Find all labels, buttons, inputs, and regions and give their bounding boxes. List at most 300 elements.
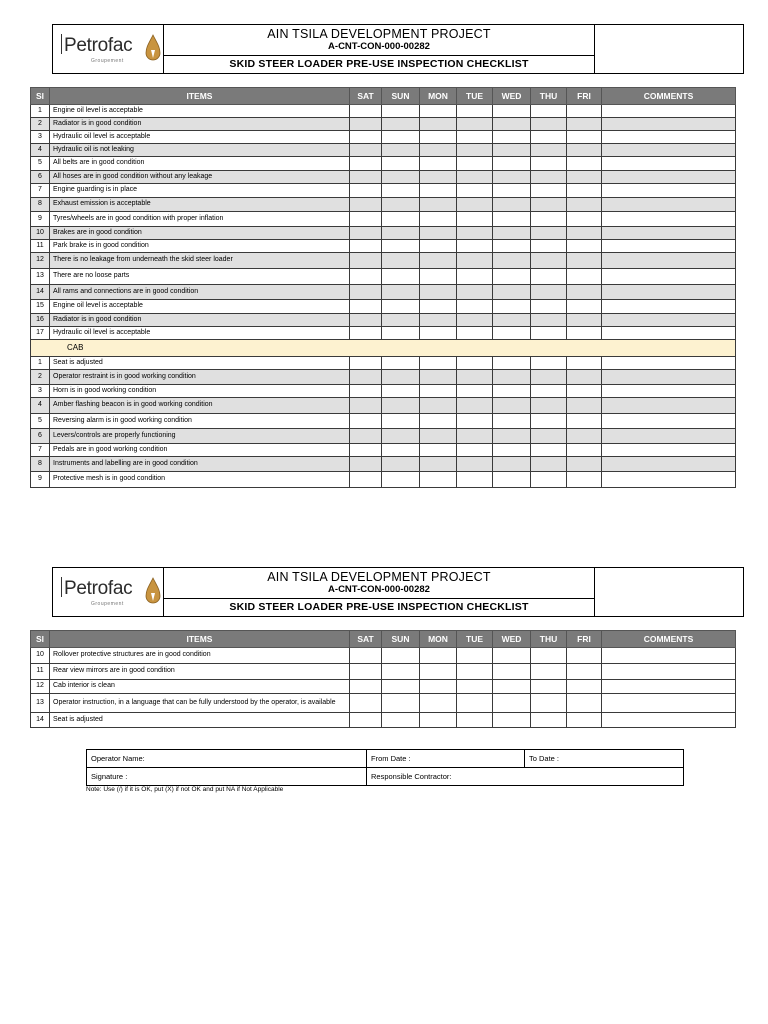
day-check-cell[interactable] bbox=[382, 253, 420, 269]
row-item: There is no leakage from underneath the skid steer loader bbox=[50, 253, 350, 269]
day-check-cell[interactable] bbox=[531, 240, 567, 253]
day-check-cell[interactable] bbox=[457, 370, 493, 385]
project-title: AIN TSILA DEVELOPMENT PROJECT bbox=[267, 570, 491, 584]
page1-header bbox=[52, 24, 744, 74]
day-check-cell[interactable] bbox=[493, 357, 531, 370]
day-check-cell[interactable] bbox=[493, 253, 531, 269]
row-number: 7 bbox=[31, 184, 50, 198]
day-check-cell[interactable] bbox=[457, 240, 493, 253]
day-check-cell[interactable] bbox=[493, 680, 531, 694]
operator-details-table bbox=[86, 749, 684, 786]
day-check-cell[interactable] bbox=[382, 184, 420, 198]
day-check-cell[interactable] bbox=[567, 157, 602, 171]
day-check-cell[interactable] bbox=[493, 314, 531, 327]
day-check-cell[interactable] bbox=[567, 105, 602, 118]
column-header: SUN bbox=[382, 88, 420, 105]
day-check-cell[interactable] bbox=[350, 253, 382, 269]
table-row bbox=[31, 314, 736, 327]
brand-name: Petrofac bbox=[64, 35, 133, 56]
day-check-cell[interactable] bbox=[420, 429, 457, 444]
day-check-cell[interactable] bbox=[350, 472, 382, 488]
comments-cell[interactable] bbox=[602, 357, 736, 370]
day-check-cell[interactable] bbox=[350, 171, 382, 184]
comments-cell[interactable] bbox=[602, 157, 736, 171]
day-check-cell[interactable] bbox=[493, 198, 531, 212]
day-check-cell[interactable] bbox=[382, 240, 420, 253]
day-check-cell[interactable] bbox=[420, 131, 457, 144]
day-check-cell[interactable] bbox=[350, 118, 382, 131]
day-check-cell[interactable] bbox=[420, 253, 457, 269]
header-blank-cell bbox=[595, 25, 743, 73]
day-check-cell[interactable] bbox=[457, 444, 493, 457]
usage-note: Note: Use (/) if it is OK, put (X) if not OK and put NA if Not Applicable bbox=[86, 786, 284, 793]
column-header: MON bbox=[420, 88, 457, 105]
day-check-cell[interactable] bbox=[457, 105, 493, 118]
comments-cell[interactable] bbox=[602, 118, 736, 131]
day-check-cell[interactable] bbox=[350, 370, 382, 385]
day-check-cell[interactable] bbox=[350, 300, 382, 314]
row-number: 3 bbox=[31, 131, 50, 144]
day-check-cell[interactable] bbox=[420, 227, 457, 240]
column-header: COMMENTS bbox=[602, 88, 736, 105]
comments-cell[interactable] bbox=[602, 227, 736, 240]
day-check-cell[interactable] bbox=[420, 314, 457, 327]
column-header: SUN bbox=[382, 631, 420, 648]
table-row bbox=[31, 680, 736, 694]
day-check-cell[interactable] bbox=[420, 327, 457, 340]
row-number: 6 bbox=[31, 429, 50, 444]
day-check-cell[interactable] bbox=[382, 444, 420, 457]
comments-cell[interactable] bbox=[602, 414, 736, 429]
day-check-cell[interactable] bbox=[457, 269, 493, 285]
day-check-cell[interactable] bbox=[457, 171, 493, 184]
day-check-cell[interactable] bbox=[531, 171, 567, 184]
day-check-cell[interactable] bbox=[382, 648, 420, 664]
day-check-cell[interactable] bbox=[567, 269, 602, 285]
day-check-cell[interactable] bbox=[567, 131, 602, 144]
day-check-cell[interactable] bbox=[382, 131, 420, 144]
day-check-cell[interactable] bbox=[382, 285, 420, 300]
day-check-cell[interactable] bbox=[382, 171, 420, 184]
day-check-cell[interactable] bbox=[493, 118, 531, 131]
day-check-cell[interactable] bbox=[382, 144, 420, 157]
day-check-cell[interactable] bbox=[382, 370, 420, 385]
day-check-cell[interactable] bbox=[531, 285, 567, 300]
day-check-cell[interactable] bbox=[531, 444, 567, 457]
row-item: Radiator is in good condition bbox=[50, 314, 350, 327]
day-check-cell[interactable] bbox=[457, 198, 493, 212]
comments-cell[interactable] bbox=[602, 184, 736, 198]
day-check-cell[interactable] bbox=[350, 131, 382, 144]
day-check-cell[interactable] bbox=[350, 227, 382, 240]
day-check-cell[interactable] bbox=[457, 664, 493, 680]
day-check-cell[interactable] bbox=[420, 385, 457, 398]
day-check-cell[interactable] bbox=[567, 327, 602, 340]
day-check-cell[interactable] bbox=[531, 198, 567, 212]
day-check-cell[interactable] bbox=[382, 314, 420, 327]
day-check-cell[interactable] bbox=[567, 300, 602, 314]
header-blank-cell bbox=[595, 568, 743, 616]
responsible-contractor-field[interactable]: Responsible Contractor: bbox=[367, 768, 684, 786]
day-check-cell[interactable] bbox=[531, 648, 567, 664]
day-check-cell[interactable] bbox=[350, 664, 382, 680]
day-check-cell[interactable] bbox=[531, 300, 567, 314]
day-check-cell[interactable] bbox=[493, 157, 531, 171]
day-check-cell[interactable] bbox=[531, 157, 567, 171]
day-check-cell[interactable] bbox=[420, 285, 457, 300]
day-check-cell[interactable] bbox=[420, 157, 457, 171]
day-check-cell[interactable] bbox=[493, 457, 531, 472]
day-check-cell[interactable] bbox=[493, 429, 531, 444]
day-check-cell[interactable] bbox=[350, 680, 382, 694]
day-check-cell[interactable] bbox=[493, 269, 531, 285]
day-check-cell[interactable] bbox=[567, 648, 602, 664]
day-check-cell[interactable] bbox=[457, 457, 493, 472]
day-check-cell[interactable] bbox=[457, 357, 493, 370]
day-check-cell[interactable] bbox=[457, 327, 493, 340]
table-row bbox=[31, 414, 736, 429]
day-check-cell[interactable] bbox=[457, 227, 493, 240]
day-check-cell[interactable] bbox=[493, 105, 531, 118]
day-check-cell[interactable] bbox=[531, 227, 567, 240]
comments-cell[interactable] bbox=[602, 171, 736, 184]
day-check-cell[interactable] bbox=[420, 370, 457, 385]
day-check-cell[interactable] bbox=[531, 414, 567, 429]
row-number: 3 bbox=[31, 385, 50, 398]
day-check-cell[interactable] bbox=[567, 253, 602, 269]
day-check-cell[interactable] bbox=[420, 648, 457, 664]
day-check-cell[interactable] bbox=[382, 212, 420, 227]
day-check-cell[interactable] bbox=[493, 240, 531, 253]
comments-cell[interactable] bbox=[602, 105, 736, 118]
row-item: Exhaust emission is acceptable bbox=[50, 198, 350, 212]
day-check-cell[interactable] bbox=[420, 144, 457, 157]
day-check-cell[interactable] bbox=[420, 664, 457, 680]
day-check-cell[interactable] bbox=[493, 227, 531, 240]
comments-cell[interactable] bbox=[602, 664, 736, 680]
day-check-cell[interactable] bbox=[350, 105, 382, 118]
day-check-cell[interactable] bbox=[567, 184, 602, 198]
day-check-cell[interactable] bbox=[420, 414, 457, 429]
day-check-cell[interactable] bbox=[457, 680, 493, 694]
day-check-cell[interactable] bbox=[567, 398, 602, 414]
day-check-cell[interactable] bbox=[382, 414, 420, 429]
comments-cell[interactable] bbox=[602, 472, 736, 488]
day-check-cell[interactable] bbox=[420, 240, 457, 253]
day-check-cell[interactable] bbox=[531, 713, 567, 728]
column-header: THU bbox=[531, 88, 567, 105]
comments-cell[interactable] bbox=[602, 370, 736, 385]
comments-cell[interactable] bbox=[602, 240, 736, 253]
row-number: 9 bbox=[31, 472, 50, 488]
from-date-field[interactable]: From Date : bbox=[367, 750, 525, 768]
day-check-cell[interactable] bbox=[382, 664, 420, 680]
day-check-cell[interactable] bbox=[350, 648, 382, 664]
day-check-cell[interactable] bbox=[457, 285, 493, 300]
day-check-cell[interactable] bbox=[350, 314, 382, 327]
day-check-cell[interactable] bbox=[382, 300, 420, 314]
day-check-cell[interactable] bbox=[567, 680, 602, 694]
day-check-cell[interactable] bbox=[531, 357, 567, 370]
day-check-cell[interactable] bbox=[493, 472, 531, 488]
day-check-cell[interactable] bbox=[420, 171, 457, 184]
day-check-cell[interactable] bbox=[493, 212, 531, 227]
comments-cell[interactable] bbox=[602, 713, 736, 728]
row-item: Pedals are in good working condition bbox=[50, 444, 350, 457]
day-check-cell[interactable] bbox=[382, 227, 420, 240]
day-check-cell[interactable] bbox=[531, 385, 567, 398]
column-header: THU bbox=[531, 631, 567, 648]
day-check-cell[interactable] bbox=[567, 429, 602, 444]
comments-cell[interactable] bbox=[602, 314, 736, 327]
row-number: 10 bbox=[31, 648, 50, 664]
day-check-cell[interactable] bbox=[457, 429, 493, 444]
day-check-cell[interactable] bbox=[531, 457, 567, 472]
day-check-cell[interactable] bbox=[457, 385, 493, 398]
day-check-cell[interactable] bbox=[493, 184, 531, 198]
day-check-cell[interactable] bbox=[567, 285, 602, 300]
signature-field[interactable]: Signature : bbox=[87, 768, 367, 786]
day-check-cell[interactable] bbox=[457, 472, 493, 488]
day-check-cell[interactable] bbox=[457, 648, 493, 664]
comments-cell[interactable] bbox=[602, 694, 736, 713]
day-check-cell[interactable] bbox=[567, 144, 602, 157]
day-check-cell[interactable] bbox=[493, 131, 531, 144]
day-check-cell[interactable] bbox=[350, 240, 382, 253]
comments-cell[interactable] bbox=[602, 327, 736, 340]
day-check-cell[interactable] bbox=[567, 664, 602, 680]
day-check-cell[interactable] bbox=[567, 314, 602, 327]
day-check-cell[interactable] bbox=[493, 144, 531, 157]
row-number: 16 bbox=[31, 314, 50, 327]
day-check-cell[interactable] bbox=[493, 370, 531, 385]
day-check-cell[interactable] bbox=[382, 398, 420, 414]
day-check-cell[interactable] bbox=[350, 327, 382, 340]
day-check-cell[interactable] bbox=[420, 398, 457, 414]
day-check-cell[interactable] bbox=[350, 385, 382, 398]
day-check-cell[interactable] bbox=[531, 131, 567, 144]
day-check-cell[interactable] bbox=[420, 444, 457, 457]
day-check-cell[interactable] bbox=[420, 118, 457, 131]
day-check-cell[interactable] bbox=[493, 648, 531, 664]
day-check-cell[interactable] bbox=[350, 269, 382, 285]
comments-cell[interactable] bbox=[602, 444, 736, 457]
day-check-cell[interactable] bbox=[420, 105, 457, 118]
day-check-cell[interactable] bbox=[531, 429, 567, 444]
comments-cell[interactable] bbox=[602, 269, 736, 285]
day-check-cell[interactable] bbox=[350, 285, 382, 300]
day-check-cell[interactable] bbox=[350, 212, 382, 227]
checklist-title: SKID STEER LOADER PRE-USE INSPECTION CHECKLIST bbox=[229, 58, 529, 70]
day-check-cell[interactable] bbox=[350, 694, 382, 713]
day-check-cell[interactable] bbox=[531, 118, 567, 131]
to-date-field[interactable]: To Date : bbox=[525, 750, 684, 768]
day-check-cell[interactable] bbox=[567, 240, 602, 253]
day-check-cell[interactable] bbox=[531, 327, 567, 340]
day-check-cell[interactable] bbox=[350, 144, 382, 157]
day-check-cell[interactable] bbox=[350, 414, 382, 429]
row-number: 10 bbox=[31, 227, 50, 240]
comments-cell[interactable] bbox=[602, 285, 736, 300]
day-check-cell[interactable] bbox=[382, 327, 420, 340]
column-header: FRI bbox=[567, 631, 602, 648]
day-check-cell[interactable] bbox=[350, 357, 382, 370]
day-check-cell[interactable] bbox=[531, 370, 567, 385]
row-item: Levers/controls are properly functioning bbox=[50, 429, 350, 444]
day-check-cell[interactable] bbox=[420, 457, 457, 472]
day-check-cell[interactable] bbox=[567, 472, 602, 488]
row-number: 5 bbox=[31, 157, 50, 171]
day-check-cell[interactable] bbox=[531, 472, 567, 488]
day-check-cell[interactable] bbox=[493, 713, 531, 728]
day-check-cell[interactable] bbox=[420, 357, 457, 370]
day-check-cell[interactable] bbox=[457, 144, 493, 157]
day-check-cell[interactable] bbox=[457, 300, 493, 314]
day-check-cell[interactable] bbox=[420, 269, 457, 285]
row-number: 9 bbox=[31, 212, 50, 227]
day-check-cell[interactable] bbox=[531, 664, 567, 680]
day-check-cell[interactable] bbox=[567, 212, 602, 227]
day-check-cell[interactable] bbox=[420, 694, 457, 713]
day-check-cell[interactable] bbox=[382, 457, 420, 472]
day-check-cell[interactable] bbox=[350, 457, 382, 472]
day-check-cell[interactable] bbox=[567, 713, 602, 728]
checklist-table-1 bbox=[30, 87, 736, 488]
comments-cell[interactable] bbox=[602, 680, 736, 694]
day-check-cell[interactable] bbox=[531, 253, 567, 269]
day-check-cell[interactable] bbox=[531, 105, 567, 118]
column-header: FRI bbox=[567, 88, 602, 105]
table-row bbox=[31, 457, 736, 472]
day-check-cell[interactable] bbox=[457, 131, 493, 144]
day-check-cell[interactable] bbox=[531, 184, 567, 198]
day-check-cell[interactable] bbox=[350, 198, 382, 212]
checklist-title: SKID STEER LOADER PRE-USE INSPECTION CHECKLIST bbox=[229, 601, 529, 613]
day-check-cell[interactable] bbox=[382, 105, 420, 118]
comments-cell[interactable] bbox=[602, 648, 736, 664]
day-check-cell[interactable] bbox=[567, 227, 602, 240]
day-check-cell[interactable] bbox=[493, 327, 531, 340]
day-check-cell[interactable] bbox=[457, 398, 493, 414]
row-item: Engine oil level is acceptable bbox=[50, 105, 350, 118]
day-check-cell[interactable] bbox=[457, 414, 493, 429]
table-row bbox=[31, 357, 736, 370]
comments-cell[interactable] bbox=[602, 398, 736, 414]
document-number: A-CNT-CON-000-00282 bbox=[328, 41, 430, 52]
operator-name-field[interactable]: Operator Name: bbox=[87, 750, 367, 768]
day-check-cell[interactable] bbox=[382, 694, 420, 713]
day-check-cell[interactable] bbox=[382, 680, 420, 694]
day-check-cell[interactable] bbox=[420, 198, 457, 212]
table-row bbox=[31, 253, 736, 269]
day-check-cell[interactable] bbox=[420, 680, 457, 694]
day-check-cell[interactable] bbox=[531, 269, 567, 285]
day-check-cell[interactable] bbox=[493, 694, 531, 713]
day-check-cell[interactable] bbox=[493, 285, 531, 300]
day-check-cell[interactable] bbox=[457, 212, 493, 227]
day-check-cell[interactable] bbox=[420, 300, 457, 314]
day-check-cell[interactable] bbox=[531, 314, 567, 327]
day-check-cell[interactable] bbox=[457, 157, 493, 171]
day-check-cell[interactable] bbox=[350, 157, 382, 171]
day-check-cell[interactable] bbox=[382, 713, 420, 728]
day-check-cell[interactable] bbox=[567, 370, 602, 385]
day-check-cell[interactable] bbox=[420, 212, 457, 227]
day-check-cell[interactable] bbox=[382, 357, 420, 370]
day-check-cell[interactable] bbox=[531, 694, 567, 713]
day-check-cell[interactable] bbox=[382, 198, 420, 212]
day-check-cell[interactable] bbox=[350, 398, 382, 414]
day-check-cell[interactable] bbox=[493, 664, 531, 680]
table-row bbox=[31, 398, 736, 414]
day-check-cell[interactable] bbox=[350, 429, 382, 444]
comments-cell[interactable] bbox=[602, 212, 736, 227]
day-check-cell[interactable] bbox=[531, 680, 567, 694]
row-item: Horn is in good working condition bbox=[50, 385, 350, 398]
comments-cell[interactable] bbox=[602, 457, 736, 472]
day-check-cell[interactable] bbox=[493, 385, 531, 398]
day-check-cell[interactable] bbox=[350, 444, 382, 457]
day-check-cell[interactable] bbox=[567, 444, 602, 457]
day-check-cell[interactable] bbox=[493, 414, 531, 429]
day-check-cell[interactable] bbox=[350, 713, 382, 728]
day-check-cell[interactable] bbox=[420, 184, 457, 198]
day-check-cell[interactable] bbox=[420, 472, 457, 488]
day-check-cell[interactable] bbox=[457, 253, 493, 269]
day-check-cell[interactable] bbox=[567, 414, 602, 429]
day-check-cell[interactable] bbox=[382, 269, 420, 285]
comments-cell[interactable] bbox=[602, 300, 736, 314]
row-number: 12 bbox=[31, 680, 50, 694]
day-check-cell[interactable] bbox=[567, 694, 602, 713]
day-check-cell[interactable] bbox=[531, 398, 567, 414]
day-check-cell[interactable] bbox=[382, 157, 420, 171]
day-check-cell[interactable] bbox=[531, 212, 567, 227]
day-check-cell[interactable] bbox=[457, 118, 493, 131]
day-check-cell[interactable] bbox=[493, 444, 531, 457]
day-check-cell[interactable] bbox=[457, 184, 493, 198]
column-header: WED bbox=[493, 631, 531, 648]
comments-cell[interactable] bbox=[602, 253, 736, 269]
day-check-cell[interactable] bbox=[567, 457, 602, 472]
day-check-cell[interactable] bbox=[457, 314, 493, 327]
comments-cell[interactable] bbox=[602, 131, 736, 144]
day-check-cell[interactable] bbox=[382, 429, 420, 444]
day-check-cell[interactable] bbox=[531, 144, 567, 157]
day-check-cell[interactable] bbox=[493, 171, 531, 184]
day-check-cell[interactable] bbox=[457, 694, 493, 713]
comments-cell[interactable] bbox=[602, 144, 736, 157]
comments-cell[interactable] bbox=[602, 429, 736, 444]
day-check-cell[interactable] bbox=[457, 713, 493, 728]
day-check-cell[interactable] bbox=[493, 300, 531, 314]
column-header: WED bbox=[493, 88, 531, 105]
comments-cell[interactable] bbox=[602, 198, 736, 212]
day-check-cell[interactable] bbox=[382, 118, 420, 131]
day-check-cell[interactable] bbox=[567, 198, 602, 212]
oil-drop-icon bbox=[145, 34, 161, 62]
day-check-cell[interactable] bbox=[382, 385, 420, 398]
day-check-cell[interactable] bbox=[567, 357, 602, 370]
day-check-cell[interactable] bbox=[567, 385, 602, 398]
day-check-cell[interactable] bbox=[493, 398, 531, 414]
day-check-cell[interactable] bbox=[420, 713, 457, 728]
day-check-cell[interactable] bbox=[567, 171, 602, 184]
day-check-cell[interactable] bbox=[350, 184, 382, 198]
comments-cell[interactable] bbox=[602, 385, 736, 398]
day-check-cell[interactable] bbox=[567, 118, 602, 131]
day-check-cell[interactable] bbox=[382, 472, 420, 488]
